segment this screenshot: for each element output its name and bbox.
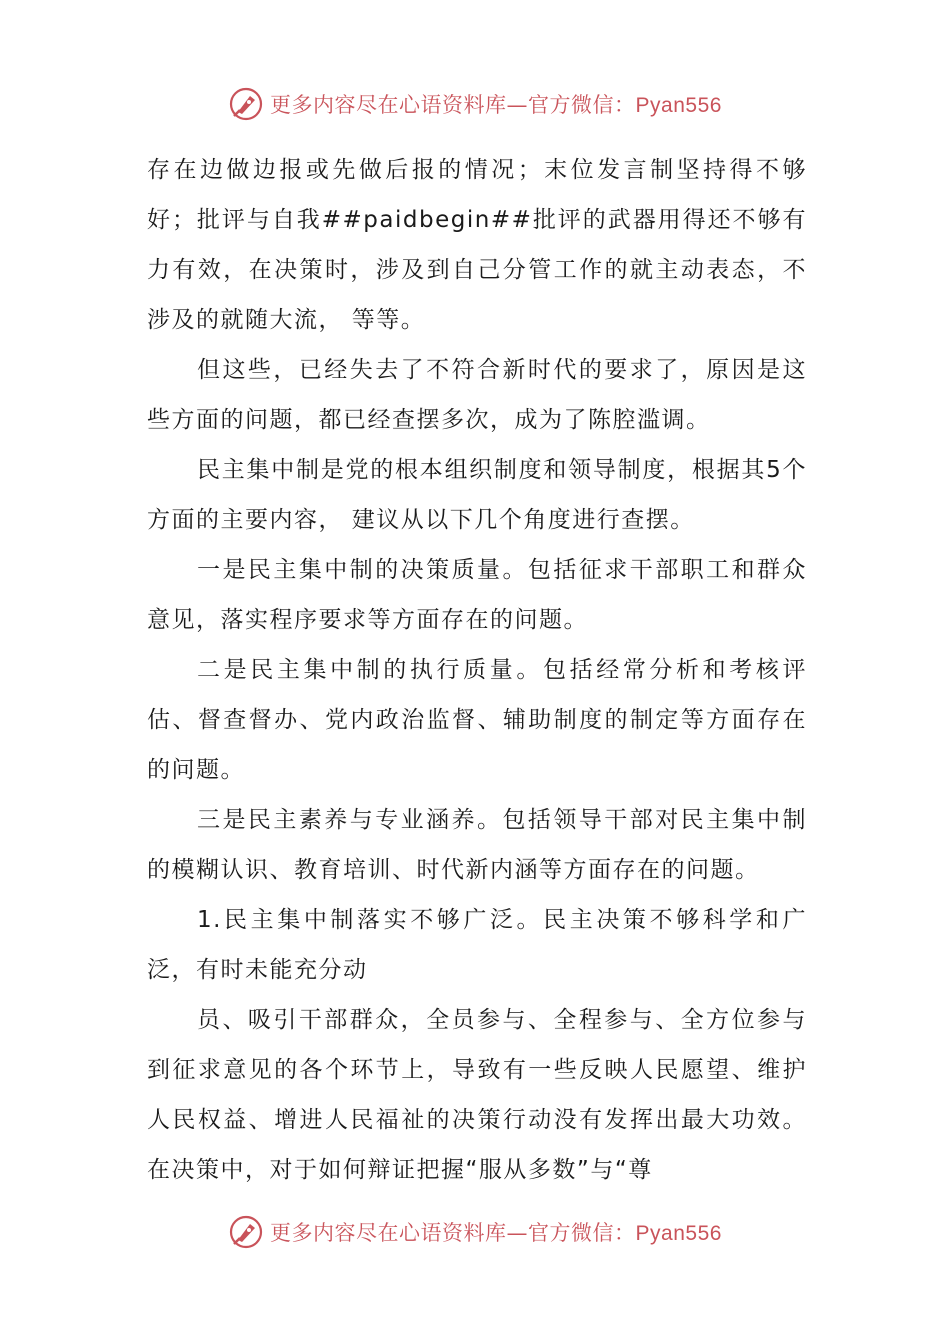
paragraph-2: 但这些，已经失去了不符合新时代的要求了，原因是这些方面的问题，都已经查摆多次，成为了陈腔滥调。 [147, 357, 807, 433]
paragraph-6: 三是民主素养与专业涵养。包括领导干部对民主集中制的模糊认识、教育培训、时代新内涵等方面存在的问题。 [147, 807, 807, 883]
header-banner-text [270, 89, 722, 119]
header-wechat-id: Pyan556 [635, 94, 722, 117]
paragraph-5: 二是民主集中制的执行质量。包括经常分析和考核评估、督查督办、党内政治监督、辅助制度的制定等方面存在的问题。 [147, 657, 807, 783]
paragraph-1: 存在边做边报或先做后报的情况；末位发言制坚持得不够好；批评与自我##paidbegin##批评的武器用得还不够有力有效，在决策时，涉及到自己分管工作的就主动表态，不涉及的就随大流， 等等。 [147, 157, 807, 333]
footer-banner-text [270, 1217, 722, 1247]
footer-banner [0, 1210, 950, 1254]
pen-nib-logo-icon [228, 86, 264, 122]
header-banner [0, 82, 950, 126]
paragraph-8: 员、吸引干部群众，全员参与、全程参与、全方位参与到征求意见的各个环节上，导致有一些反映人民愿望、维护人民权益、增进人民福祉的决策行动没有发挥出最大功效。在决策中，对于如何辩证把握“服从多数”与“尊 [147, 1007, 807, 1183]
footer-banner-label: 更多内容尽在心语资料库—官方微信： [270, 1221, 636, 1245]
document-body [147, 145, 807, 1195]
header-banner-label: 更多内容尽在心语资料库—官方微信： [270, 93, 636, 117]
paragraph-7: 1.民主集中制落实不够广泛。民主决策不够科学和广泛，有时未能充分动 [147, 907, 807, 983]
pen-nib-logo-icon [228, 1214, 264, 1250]
paragraph-3: 民主集中制是党的根本组织制度和领导制度，根据其5个方面的主要内容， 建议从以下几个角度进行查摆。 [147, 457, 807, 533]
footer-wechat-id: Pyan556 [635, 1222, 722, 1245]
paragraph-4: 一是民主集中制的决策质量。包括征求干部职工和群众意见，落实程序要求等方面存在的问题。 [147, 557, 807, 633]
